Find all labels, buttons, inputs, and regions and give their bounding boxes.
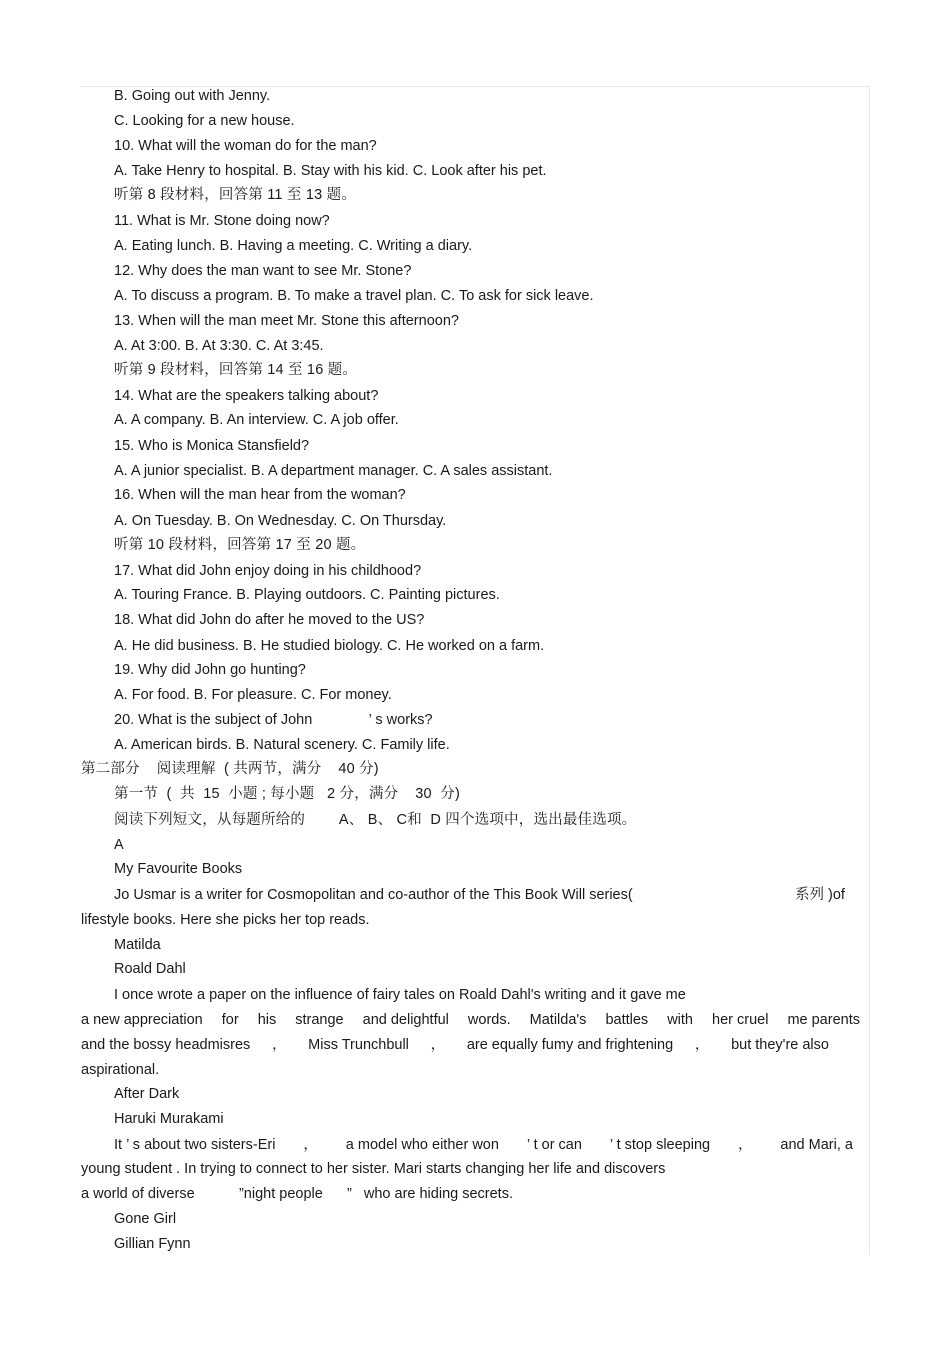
question-20: 20. What is the subject of John ’ s works? — [114, 712, 433, 728]
part-two-heading: 第二部分 阅读理解 ( 共两节，满分 40 分) — [81, 761, 379, 777]
answer-options-18: A. He did business. B. He studied biology. C. He worked on a farm. — [114, 638, 545, 654]
text-fragment: his — [257, 1012, 277, 1028]
text-fragment: and delightful — [362, 1012, 449, 1028]
answer-options-12: A. To discuss a program. B. To make a travel plan. C. To ask for sick leave. — [114, 288, 594, 304]
after-dark-review-line-3: a world of diverse ”night people ” who are hiding secrets. — [81, 1186, 513, 1202]
answer-options-11: A. Eating lunch. B. Having a meeting. C. Writing a diary. — [114, 238, 473, 254]
passage-label: A — [114, 837, 124, 853]
question-15: 15. Who is Monica Stansfield? — [114, 438, 310, 454]
text-fragment: a model who either won — [345, 1137, 499, 1153]
book-author-murakami: Haruki Murakami — [114, 1111, 224, 1127]
text-fragment: for — [221, 1012, 239, 1028]
answer-options-19: A. For food. B. For pleasure. C. For money. — [114, 687, 392, 703]
after-dark-review-line-1 — [114, 1136, 853, 1154]
text-fragment: a new appreciation — [81, 1012, 203, 1028]
text-fragment: Miss Trunchbull — [308, 1037, 409, 1053]
book-author-dahl: Roald Dahl — [114, 961, 186, 977]
answer-options-20: A. American birds. B. Natural scenery. C. Family life. — [114, 737, 450, 753]
question-17: 17. What did John enjoy doing in his childhood? — [114, 563, 422, 579]
book-title-gone-girl: Gone Girl — [114, 1211, 177, 1227]
book-title-matilda: Matilda — [114, 937, 161, 953]
answer-options-10: A. Take Henry to hospital. B. Stay with his kid. C. Look after his pet. — [114, 163, 547, 179]
answer-option-line: C. Looking for a new house. — [114, 113, 295, 129]
question-13: 13. When will the man meet Mr. Stone this afternoon? — [114, 313, 459, 329]
answer-options-16: A. On Tuesday. B. On Wednesday. C. On Thursday. — [114, 513, 447, 529]
text-fragment: words. — [467, 1012, 511, 1028]
matilda-review-line-2 — [81, 1011, 860, 1029]
passage-title: My Favourite Books — [114, 861, 243, 877]
answer-options-15: A. A junior specialist. B. A department manager. C. A sales assistant. — [114, 463, 553, 479]
text-fragment: ’ t or can — [526, 1137, 582, 1153]
matilda-review-line-1: I once wrote a paper on the influence of fairy tales on Roald Dahl's writing and it gave me — [114, 987, 686, 1003]
passage-intro-line-1: Jo Usmar is a writer for Cosmopolitan and co-author of the This Book Will series( — [114, 887, 633, 903]
question-19: 19. Why did John go hunting? — [114, 662, 306, 678]
reading-instruction: 阅读下列短文，从每题所给的 A、 B、 C和 D 四个选项中，选出最佳选项。 — [114, 812, 637, 828]
question-10: 10. What will the woman do for the man? — [114, 138, 377, 154]
section-instruction-9: 听第 9 段材料，回答第 14 至 16 题。 — [114, 362, 358, 378]
text-fragment: ， — [271, 1037, 287, 1053]
answer-options-17: A. Touring France. B. Playing outdoors. C. Painting pictures. — [114, 587, 500, 603]
text-fragment: strange — [295, 1012, 344, 1028]
section-instruction-8: 听第 8 段材料，回答第 11 至 13 题。 — [114, 187, 357, 203]
book-author-fynn: Gillian Fynn — [114, 1236, 191, 1252]
text-fragment: ， — [303, 1137, 318, 1153]
answer-option-line: B. Going out with Jenny. — [114, 88, 271, 104]
text-fragment: ’ t stop sleeping — [609, 1137, 711, 1153]
matilda-review-line-3 — [81, 1036, 829, 1054]
section-instruction-10: 听第 10 段材料，回答第 17 至 20 题。 — [114, 537, 366, 553]
text-fragment: her cruel — [712, 1012, 769, 1028]
question-11: 11. What is Mr. Stone doing now? — [114, 213, 330, 229]
text-fragment: Matilda's — [529, 1012, 587, 1028]
text-fragment: battles — [605, 1012, 649, 1028]
text-fragment: It ’ s about two sisters-Eri — [114, 1137, 276, 1153]
question-14: 14. What are the speakers talking about? — [114, 388, 379, 404]
text-fragment: ， — [430, 1037, 446, 1053]
text-fragment: with — [667, 1012, 693, 1028]
text-fragment: are equally fumy and frightening — [466, 1037, 674, 1053]
question-12: 12. Why does the man want to see Mr. Stone? — [114, 263, 412, 279]
text-fragment: and the bossy headmisres — [81, 1037, 251, 1053]
after-dark-review-line-2: young student . In trying to connect to her sister. Mari starts changing her life and discovers — [81, 1161, 666, 1177]
matilda-review-line-4: aspirational. — [81, 1062, 160, 1078]
question-18: 18. What did John do after he moved to the US? — [114, 612, 425, 628]
text-fragment: ， — [738, 1137, 753, 1153]
passage-intro-line-2: lifestyle books. Here she picks her top reads. — [81, 912, 370, 928]
text-fragment: me parents — [787, 1012, 860, 1028]
section-one-heading: 第一节 ( 共 15 小题 ; 每小题 2 分，满分 30 分) — [114, 786, 460, 802]
text-fragment: but they're also — [731, 1037, 829, 1053]
text-fragment: ， — [694, 1037, 710, 1053]
question-16: 16. When will the man hear from the woman? — [114, 487, 406, 503]
answer-options-13: A. At 3:00. B. At 3:30. C. At 3:45. — [114, 338, 324, 354]
book-title-after-dark: After Dark — [114, 1086, 180, 1102]
answer-options-14: A. A company. B. An interview. C. A job offer. — [114, 412, 399, 428]
passage-intro-line-1-end: 系列 )of — [795, 887, 845, 903]
text-fragment: and Mari, a — [780, 1137, 853, 1153]
